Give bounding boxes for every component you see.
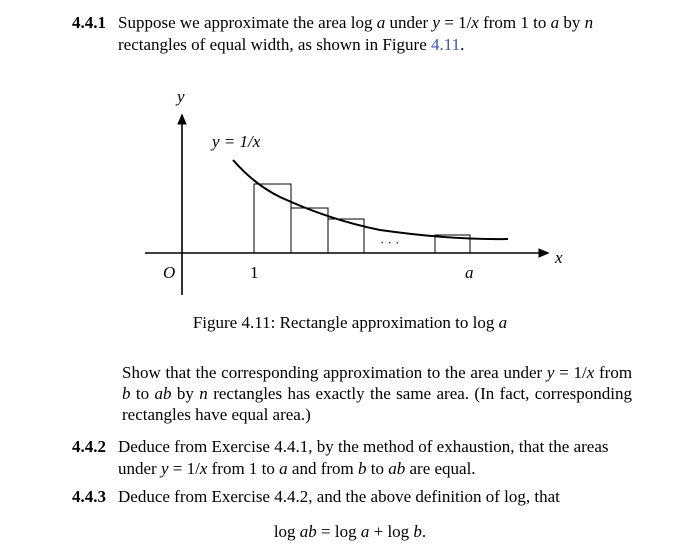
x-axis-label: x: [555, 248, 563, 267]
log-identity-formula: log ab = log a + log b.: [273, 522, 427, 541]
tick-label-a: a: [465, 263, 474, 282]
exercise-number: 4.4.3: [72, 487, 106, 506]
rectangle-approximation-figure: [130, 85, 590, 305]
exercise-4-4-3: [72, 486, 672, 508]
figure-caption: Figure 4.11: Rectangle approximation to log a: [192, 313, 508, 332]
exercise-text: Deduce from Exercise 4.4.2, and the above definition of log, that: [118, 487, 560, 506]
exercise-4-4-2: [72, 436, 672, 480]
exercise-line-2: under y = 1/x from 1 to a and from b to ab are equal.: [118, 459, 476, 478]
exercise-line-1: Suppose we approximate the area log a under y = 1/x from 1 to a by n: [118, 13, 594, 32]
exercise-number: 4.4.2: [72, 437, 106, 456]
curve-label: y = 1/x: [212, 132, 261, 151]
y-axis-label: y: [177, 87, 185, 106]
exercise-paragraph: Show that the corresponding approximation to the area under y = 1/x from b to ab by n rectangles has exactly the same area. (In fact, corresponding rectangles have equal area.): [122, 363, 633, 424]
exercise-4-4-1: [72, 12, 672, 56]
exercise-line-2: rectangles of equal width, as shown in Figure 4.11.: [118, 35, 465, 54]
tick-label-one: 1: [250, 263, 259, 282]
ellipsis-dots: · · ·: [380, 235, 400, 250]
approx-rectangle: [254, 184, 291, 253]
hyperbola-curve: [233, 160, 508, 239]
exercise-number: 4.4.1: [72, 13, 106, 32]
figure-link[interactable]: 4.11: [431, 35, 461, 54]
exercise-line-1: Deduce from Exercise 4.4.1, by the method of exhaustion, that the areas: [118, 437, 609, 456]
origin-label: O: [163, 263, 176, 282]
